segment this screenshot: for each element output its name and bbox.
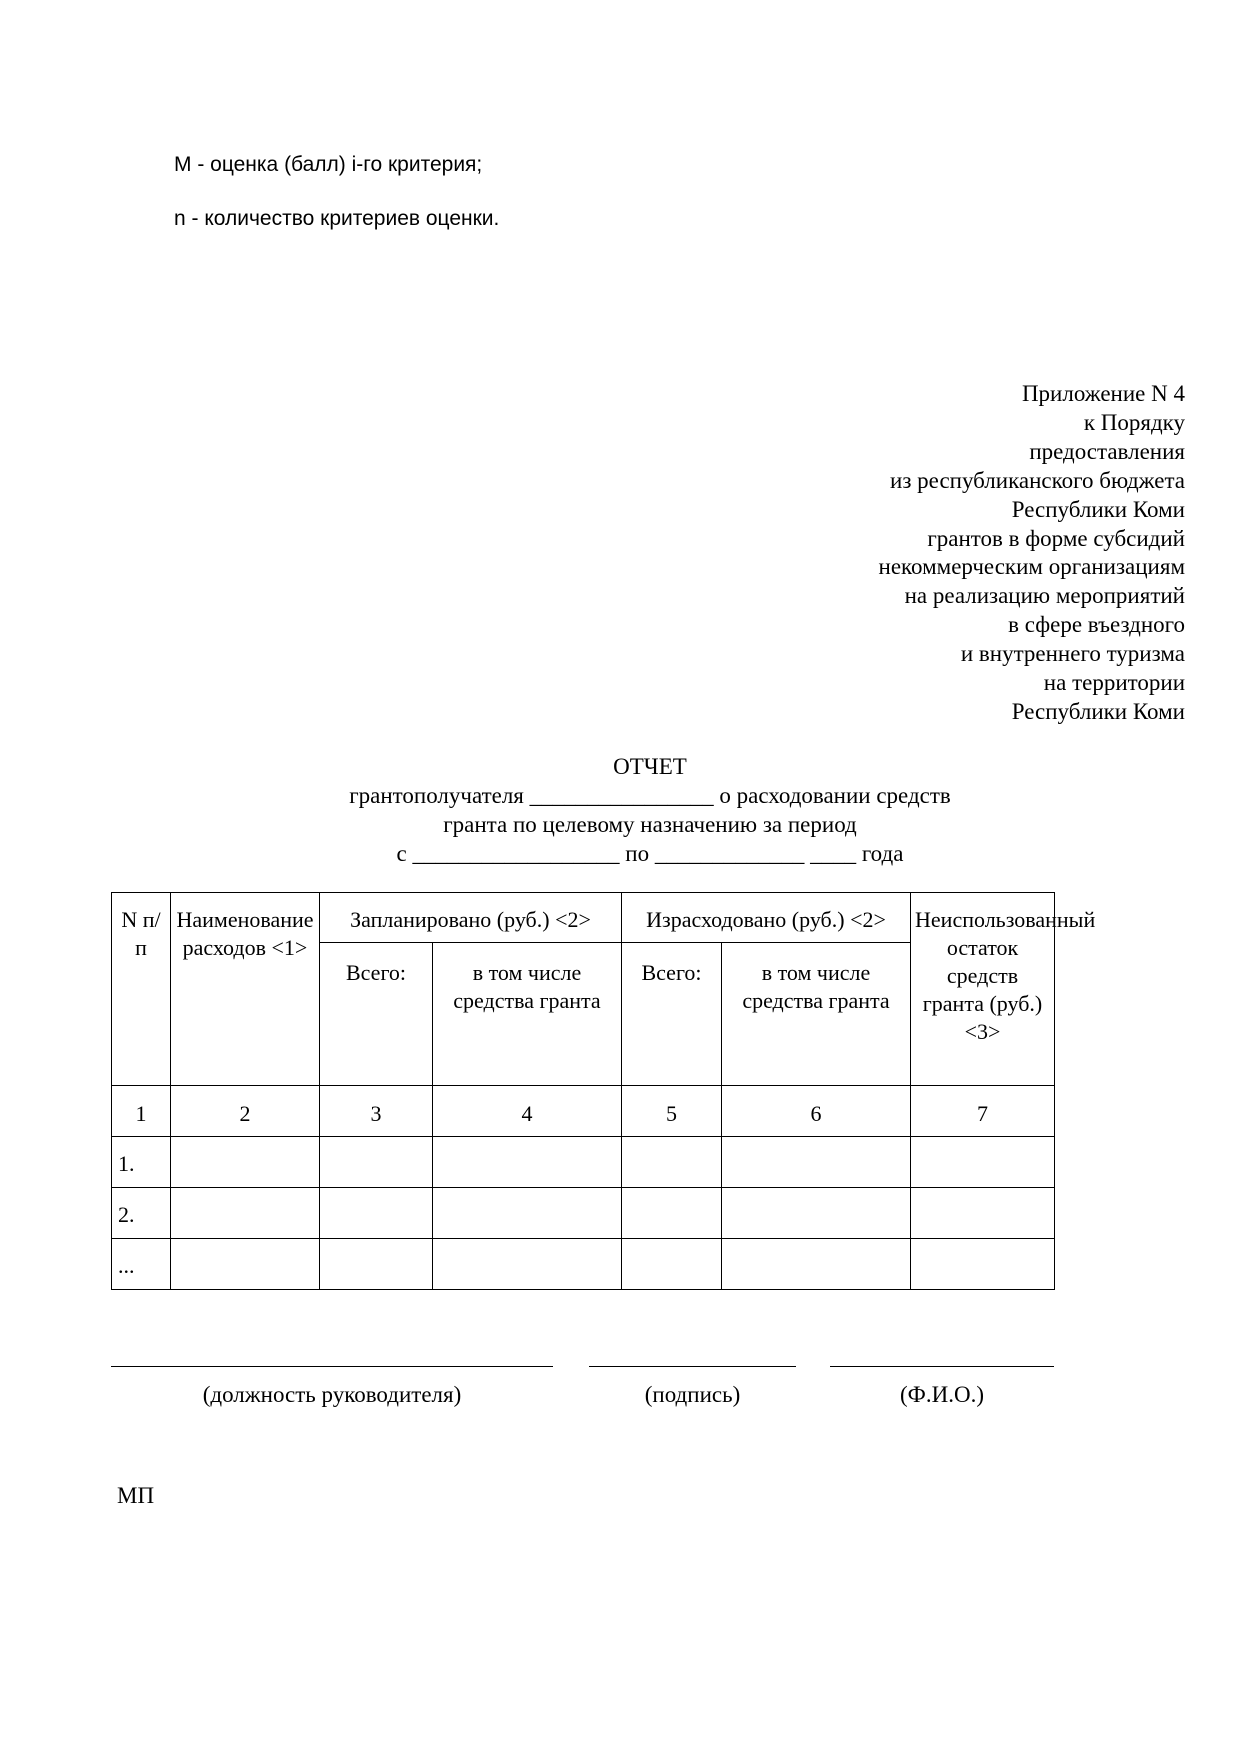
table-cell (622, 1137, 722, 1188)
row-number: 2. (112, 1188, 171, 1239)
appendix-line: Приложение N 4 (1021, 381, 1185, 406)
appendix-line: предоставления (1029, 438, 1185, 464)
column-number: 1 (112, 1086, 171, 1137)
subheader-grant-spent: в том числе средства гранта (722, 943, 911, 1086)
table-row (112, 1188, 1055, 1239)
table-row (112, 1137, 1055, 1188)
report-table (111, 892, 1096, 1290)
table-cell (911, 1188, 1055, 1239)
column-number: 6 (722, 1086, 911, 1137)
appendix-line: Республики Коми (1011, 496, 1185, 522)
definition-n: n - количество критериев оценки. (174, 207, 500, 230)
table-cell (171, 1239, 320, 1290)
table-cell (171, 1137, 320, 1188)
position-label: (должность руководителя) (202, 1382, 462, 1407)
appendix-line: к Порядку (1083, 409, 1185, 435)
header-planned: Запланировано (руб.) <2> (320, 893, 622, 943)
report-title-line: с __________________ по _____________ ____ года (396, 841, 904, 866)
table-cell (320, 1188, 433, 1239)
table-cell (433, 1137, 622, 1188)
table-cell (171, 1188, 320, 1239)
appendix-line: в сфере въездного (1008, 612, 1185, 638)
table-cell (722, 1188, 911, 1239)
column-number: 3 (320, 1086, 433, 1137)
report-title-line: гранта по целевому назначению за период (443, 812, 857, 837)
column-number: 2 (171, 1086, 320, 1137)
column-number: 4 (433, 1086, 622, 1137)
definition-m: M - оценка (балл) i-го критерия; (174, 153, 483, 176)
stamp-place: МП (117, 1483, 155, 1508)
header-spent: Израсходовано (руб.) <2> (622, 893, 911, 943)
appendix-line: из республиканского бюджета (890, 467, 1185, 493)
subheader-total-planned: Всего: (320, 943, 433, 1086)
table-cell (722, 1137, 911, 1188)
table-row (112, 1239, 1055, 1290)
table-cell (911, 1137, 1055, 1188)
table-cell (622, 1188, 722, 1239)
appendix-line: и внутреннего туризма (960, 641, 1185, 667)
subheader-total-spent: Всего: (622, 943, 722, 1086)
header-name: Наименование расходов <1> (171, 893, 320, 1086)
appendix-header (879, 380, 1185, 727)
row-number: 1. (112, 1137, 171, 1188)
report-heading: ОТЧЕТ (613, 754, 687, 779)
table-cell (911, 1239, 1055, 1290)
name-label: (Ф.И.О.) (900, 1382, 984, 1407)
appendix-line: на реализацию мероприятий (904, 583, 1185, 609)
table-cell (622, 1239, 722, 1290)
row-number: ... (112, 1239, 171, 1290)
report-title (0, 752, 1240, 868)
appendix-line: некоммерческим организациям (878, 554, 1185, 580)
table-cell (433, 1239, 622, 1290)
report-title-line: грантополучателя ________________ о расходовании средств (349, 783, 951, 808)
position-signature-line (111, 1366, 553, 1367)
signature-line (589, 1366, 796, 1367)
column-number: 7 (911, 1086, 1055, 1137)
column-number: 5 (622, 1086, 722, 1137)
signature-label: (подпись) (644, 1382, 741, 1407)
table-cell (320, 1239, 433, 1290)
subheader-grant-planned: в том числе средства гранта (433, 943, 622, 1086)
appendix-line: грантов в форме субсидий (927, 525, 1185, 551)
appendix-line: на территории (1043, 670, 1185, 696)
header-unused: Неиспользованный остаток средств гранта (руб.) <3> (911, 893, 1055, 1086)
table-cell (433, 1188, 622, 1239)
appendix-line: Республики Коми (1011, 698, 1185, 724)
table-cell (722, 1239, 911, 1290)
header-np: N п/п (112, 893, 171, 1086)
table-cell (320, 1137, 433, 1188)
name-signature-line (830, 1366, 1054, 1367)
